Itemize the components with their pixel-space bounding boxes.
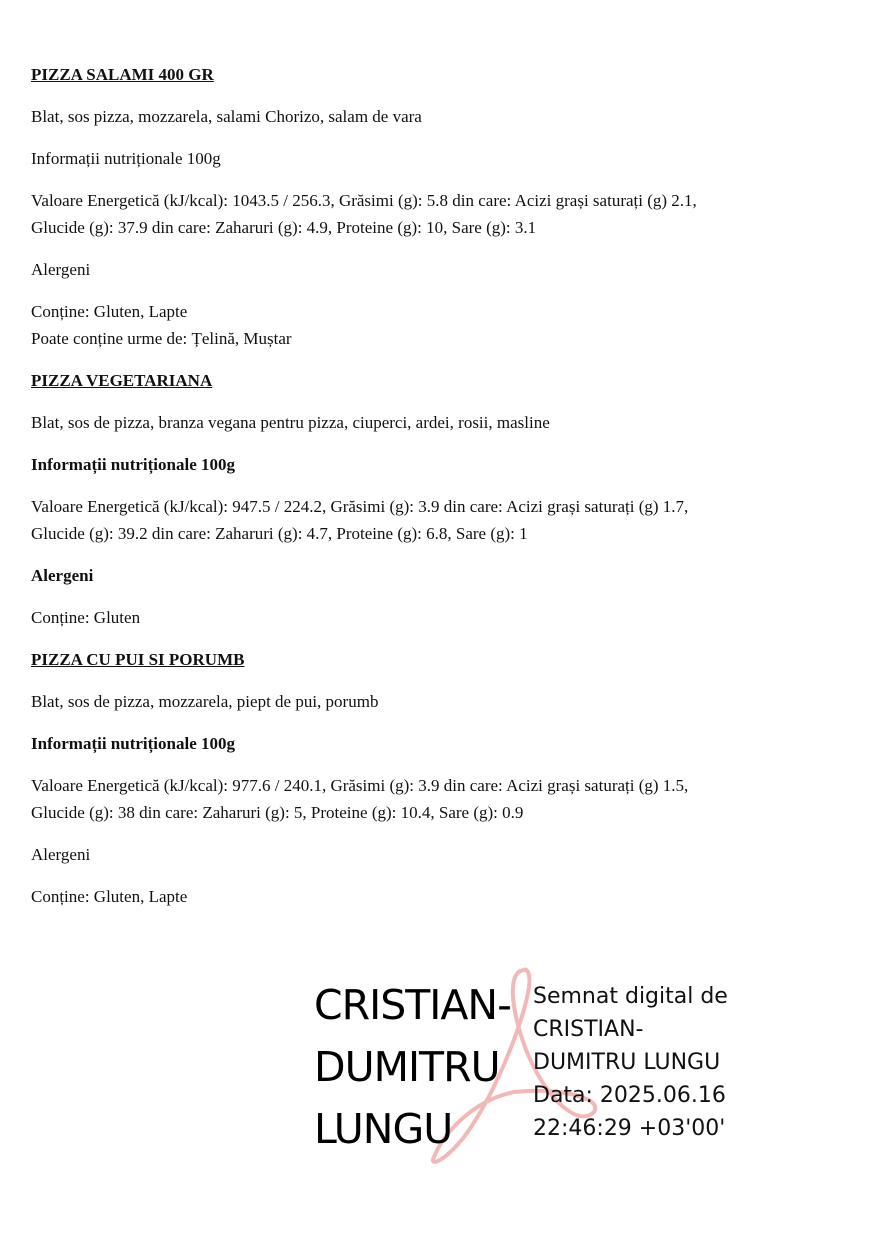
nutrition-values bbox=[31, 772, 831, 826]
allergens-contains: Conține: Gluten, Lapte bbox=[31, 887, 188, 906]
document-body bbox=[31, 61, 831, 925]
product-title: PIZZA SALAMI 400 GR bbox=[31, 65, 214, 84]
signature-signer: CRISTIAN- bbox=[533, 1017, 644, 1042]
nutrition-heading: Informații nutriționale 100g bbox=[31, 734, 235, 753]
signature-details bbox=[533, 980, 728, 1145]
signature-label: Semnat digital de bbox=[533, 984, 728, 1009]
nutrition-line: Valoare Energetică (kJ/kcal): 977.6 / 240.1, Grăsimi (g): 3.9 din care: Acizi grași saturați (g) 1.5, bbox=[31, 776, 689, 795]
product-ingredients: Blat, sos de pizza, mozzarela, piept de pui, porumb bbox=[31, 692, 379, 711]
signer-name-line: CRISTIAN- bbox=[314, 981, 511, 1029]
nutrition-heading: Informații nutriționale 100g bbox=[31, 455, 235, 474]
nutrition-line: Glucide (g): 37.9 din care: Zaharuri (g): 4.9, Proteine (g): 10, Sare (g): 3.1 bbox=[31, 218, 537, 237]
signature-signer: DUMITRU LUNGU bbox=[533, 1050, 721, 1075]
nutrition-line: Valoare Energetică (kJ/kcal): 1043.5 / 256.3, Grăsimi (g): 5.8 din care: Acizi grași saturați (g) 2.1, bbox=[31, 191, 697, 210]
signer-name-line: DUMITRU bbox=[314, 1043, 500, 1091]
allergens-heading: Alergeni bbox=[31, 845, 91, 864]
product-title: PIZZA VEGETARIANA bbox=[31, 371, 213, 390]
product-pizza-vegetariana bbox=[31, 367, 831, 631]
signer-name-line: LUNGU bbox=[314, 1105, 453, 1153]
nutrition-heading: Informații nutriționale 100g bbox=[31, 149, 221, 168]
nutrition-line: Glucide (g): 39.2 din care: Zaharuri (g): 4.7, Proteine (g): 6.8, Sare (g): 1 bbox=[31, 524, 528, 543]
signer-name bbox=[314, 974, 511, 1160]
product-pizza-salami bbox=[31, 61, 831, 352]
allergens-heading: Alergeni bbox=[31, 260, 91, 279]
allergens-contains: Conține: Gluten, Lapte bbox=[31, 302, 188, 321]
allergens-may-contain: Poate conține urme de: Țelină, Muștar bbox=[31, 329, 292, 348]
product-ingredients: Blat, sos pizza, mozzarela, salami Chorizo, salam de vara bbox=[31, 107, 422, 126]
allergens-heading: Alergeni bbox=[31, 566, 94, 585]
nutrition-line: Valoare Energetică (kJ/kcal): 947.5 / 224.2, Grăsimi (g): 3.9 din care: Acizi grași saturați (g) 1.7, bbox=[31, 497, 689, 516]
signature-time: 22:46:29 +03'00' bbox=[533, 1116, 726, 1141]
nutrition-values bbox=[31, 493, 831, 547]
product-ingredients: Blat, sos de pizza, branza vegana pentru pizza, ciuperci, ardei, rosii, masline bbox=[31, 413, 550, 432]
signature-date: Data: 2025.06.16 bbox=[533, 1083, 726, 1108]
allergens-contains: Conține: Gluten bbox=[31, 608, 141, 627]
allergens-info bbox=[31, 298, 831, 352]
product-title: PIZZA CU PUI SI PORUMB bbox=[31, 650, 245, 669]
nutrition-line: Glucide (g): 38 din care: Zaharuri (g): 5, Proteine (g): 10.4, Sare (g): 0.9 bbox=[31, 803, 524, 822]
nutrition-values bbox=[31, 187, 831, 241]
digital-signature[interactable] bbox=[314, 970, 764, 1170]
product-pizza-pui-porumb bbox=[31, 646, 831, 910]
